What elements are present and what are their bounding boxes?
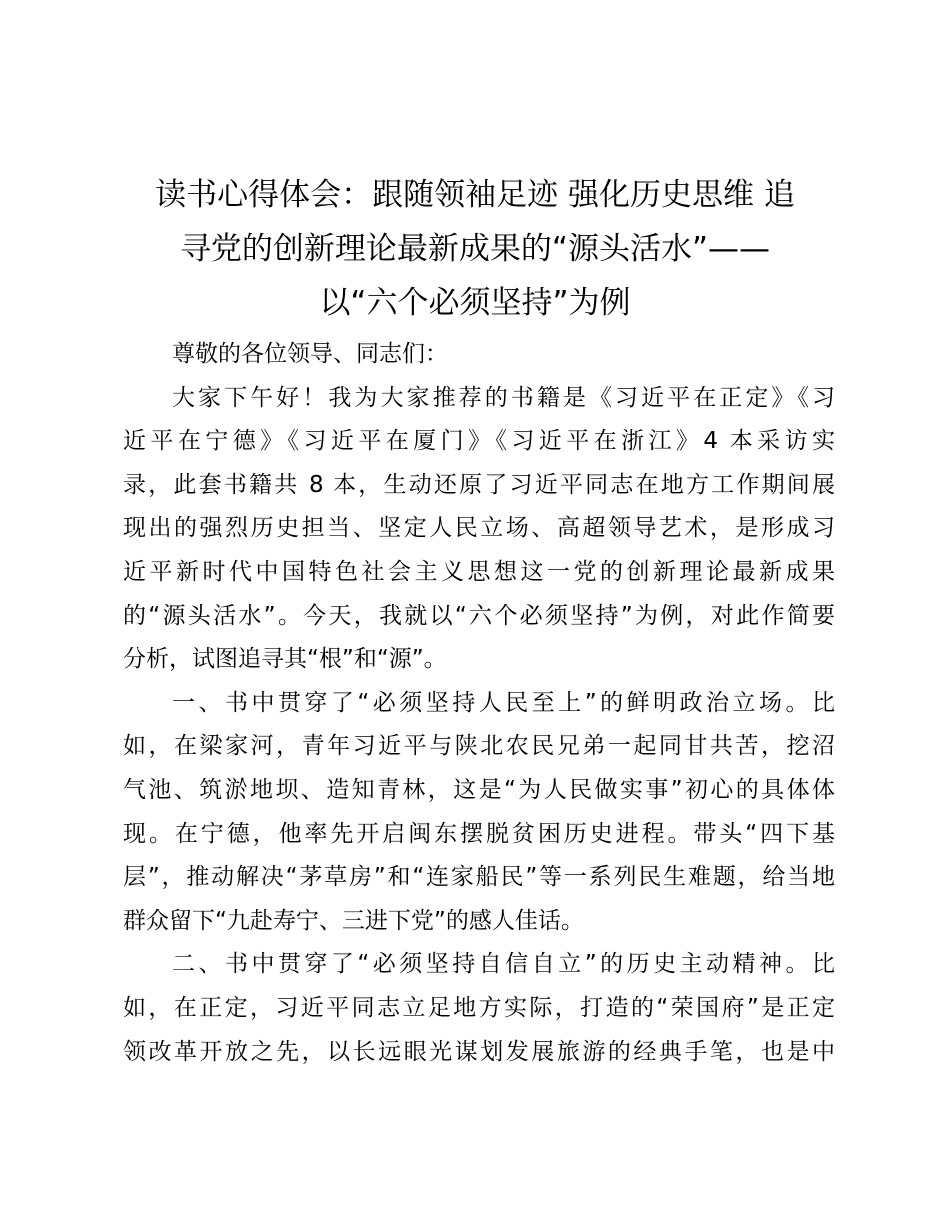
paragraph-line: 群众留下“九赴寿宁、三进下党”的感人佳话。 — [123, 907, 584, 934]
paragraph-line: 气池、筑淤地坝、造知青林，这是“为人民做实事”初心的具体体 — [123, 776, 835, 803]
paragraph-line: 近平在宁德》《习近平在厦门》《习近平在浙江》4 本采访实 — [123, 428, 835, 455]
paragraph-line: 的“源头活水”。今天，我就以“六个必须坚持”为例，对此作简要 — [123, 602, 835, 629]
paragraph-line: 现出的强烈历史担当、坚定人民立场、高超领导艺术，是形成习 — [123, 515, 835, 542]
paragraph-line: 如，在正定，习近平同志立足地方实际，打造的“荣国府”是正定 — [123, 994, 835, 1021]
paragraph-intro — [123, 377, 835, 682]
paragraph-section-one — [123, 682, 835, 944]
paragraph-line: 近平新时代中国特色社会主义思想这一党的创新理论最新成果 — [123, 558, 835, 585]
paragraph-line: 录，此套书籍共 8 本，生动还原了习近平同志在地方工作期间展 — [123, 471, 835, 498]
title-line: 读书心得体会：跟随领袖足迹 强化历史思维 追 — [155, 177, 795, 213]
paragraph-section-two — [123, 943, 835, 1074]
document-body — [123, 333, 835, 1074]
document-title — [100, 168, 850, 330]
greeting: 尊敬的各位领导、同志们： — [172, 341, 448, 367]
paragraph-line: 如，在梁家河，青年习近平与陕北农民兄弟一起同甘共苦，挖沼 — [123, 733, 835, 760]
title-line: 寻党的创新理论最新成果的“源头活水”—— — [179, 231, 771, 267]
paragraph-line: 现。在宁德，他率先开启闽东摆脱贫困历史进程。带头“四下基 — [123, 820, 835, 847]
title-line: 以“六个必须坚持”为例 — [319, 285, 631, 321]
paragraph-line: 一、书中贯穿了“必须坚持人民至上”的鲜明政治立场。比 — [172, 689, 835, 716]
paragraph-line: 层”，推动解决“茅草房”和“连家船民”等一系列民生难题，给当地 — [123, 864, 835, 891]
paragraph-line: 领改革开放之先，以长远眼光谋划发展旅游的经典手笔，也是中 — [123, 1038, 835, 1065]
paragraph-line: 大家下午好！我为大家推荐的书籍是《习近平在正定》《习 — [172, 384, 835, 411]
paragraph-line: 分析，试图追寻其“根”和“源”。 — [123, 646, 447, 673]
paragraph-line: 二、书中贯穿了“必须坚持自信自立”的历史主动精神。比 — [172, 951, 835, 978]
